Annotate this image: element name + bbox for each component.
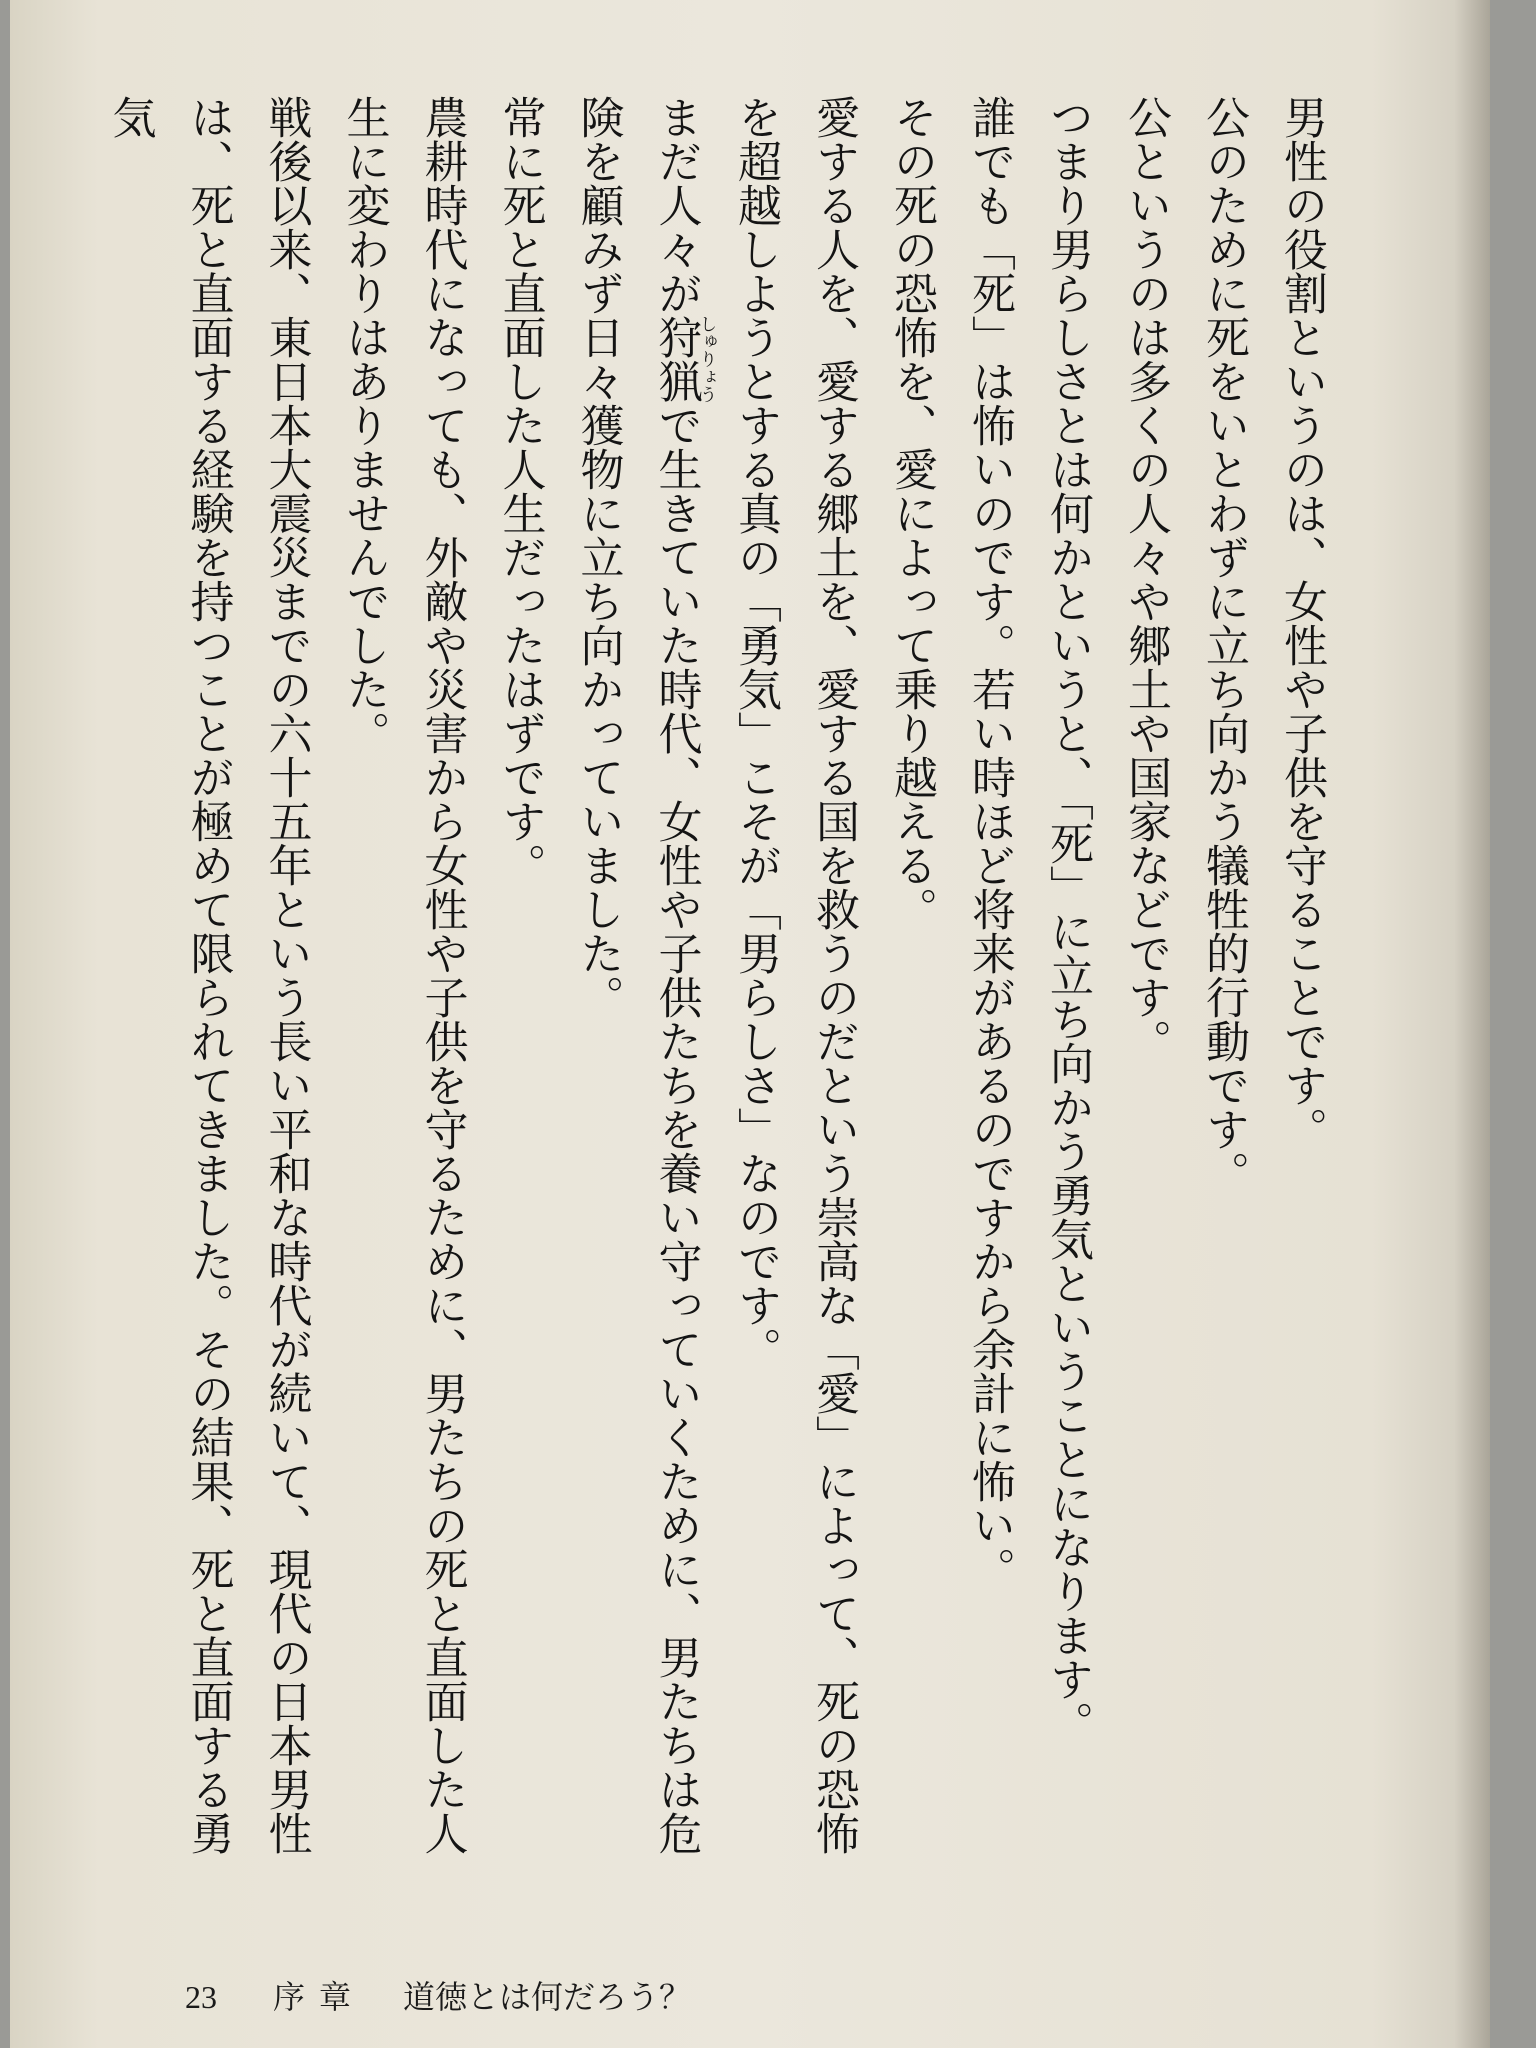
text-line: 愛する人を、愛する郷土を、愛する国を救うのだという崇高な「愛」によって、死の恐怖 bbox=[808, 95, 859, 1855]
text-line: まだ人々が狩猟しゅりょうで生きていた時代、女性や子供たちを養い守っていくために、男たちは危 bbox=[650, 95, 717, 1855]
text-line: 誰でも「死」は怖いのです。若い時ほど将来があるのですから余計に怖い。 bbox=[964, 95, 1015, 1591]
text-line: 公というのは多くの人々や郷土や国家などです。 bbox=[1120, 95, 1171, 1063]
page-footer bbox=[185, 1972, 691, 2018]
text-line: 男性の役割というのは、女性や子供を守ることです。 bbox=[1276, 95, 1327, 1151]
text-line: 公のために死をいとわずに立ち向かう犠牲的行動です。 bbox=[1198, 95, 1249, 1195]
ruby-reading: しゅりょう bbox=[697, 315, 717, 403]
ruby-annotation: 狩猟しゅりょう bbox=[650, 315, 717, 403]
text-line: 常に死と直面した人生だったはずです。 bbox=[494, 95, 546, 887]
page-number: 23 bbox=[185, 1979, 217, 2015]
text-line: は、死と直面する経験を持つことが極めて限られてきました。その結果、死と直面する勇気 bbox=[104, 95, 234, 1855]
chapter-title: 道徳とは何だろう？ bbox=[403, 1979, 692, 2015]
text-line: つまり男らしさとは何かというと、「死」に立ち向かう勇気ということになります。 bbox=[1042, 95, 1093, 1745]
chapter-label: 序章 bbox=[273, 1979, 366, 2015]
vertical-body-text bbox=[91, 95, 1341, 1895]
text-line: その死の恐怖を、愛によって乗り越える。 bbox=[886, 95, 937, 931]
text-line: 戦後以来、東日本大震災までの六十五年という長い平和な時代が続いて、現代の日本男性 bbox=[260, 95, 312, 1855]
text-line: 険を顧みず日々獲物に立ち向かっていました。 bbox=[572, 95, 624, 1019]
text-line: 農耕時代になっても、外敵や災害から女性や子供を守るために、男たちの死と直面した人 bbox=[416, 95, 468, 1855]
text-line: を超越しようとする真の「勇気」こそが「男らしさ」なのです。 bbox=[730, 95, 781, 1371]
text-line: 生に変わりはありませんでした。 bbox=[338, 95, 390, 755]
book-page bbox=[10, 0, 1490, 2048]
